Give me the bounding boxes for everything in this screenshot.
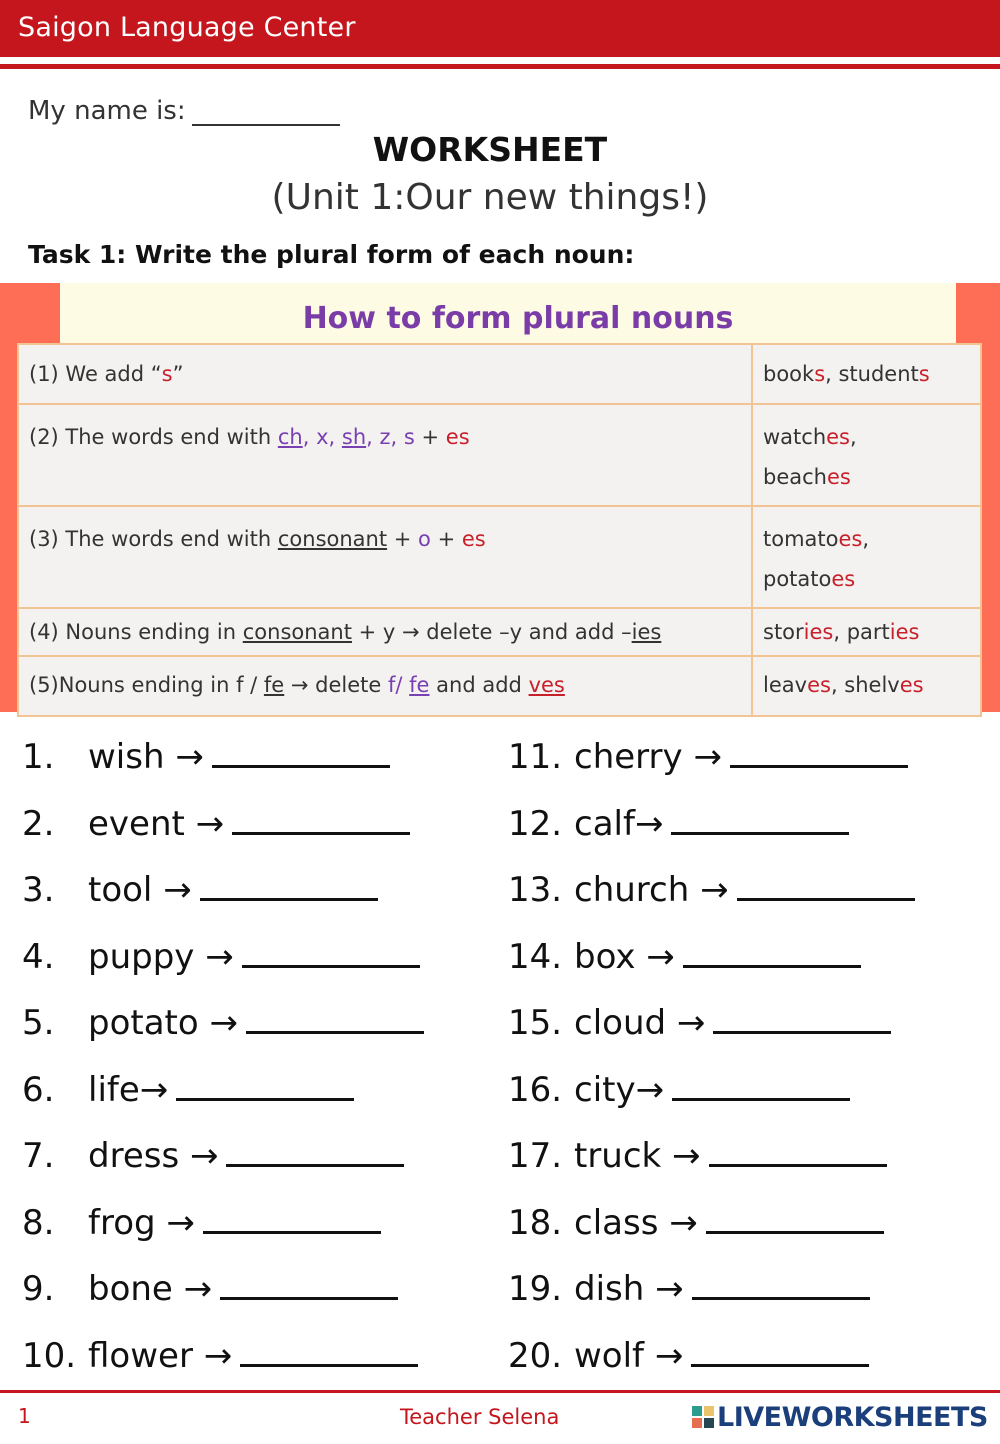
exercise-item bbox=[508, 1334, 869, 1378]
rules-heading: How to form plural nouns bbox=[302, 301, 734, 336]
rule-text: (4) Nouns ending in consonant + y → delete –y and add –ies bbox=[18, 608, 752, 656]
name-field-row bbox=[28, 96, 340, 126]
name-input-line[interactable] bbox=[192, 102, 340, 126]
rule-text: (1) We add “s” bbox=[18, 344, 752, 404]
exercise-item bbox=[22, 1334, 418, 1378]
exercise-item bbox=[508, 1001, 891, 1045]
exercise-item bbox=[22, 1068, 354, 1112]
exercise-number: 12. bbox=[508, 803, 563, 844]
header-bar bbox=[0, 0, 1000, 57]
exercise-word: cherry → bbox=[574, 737, 722, 777]
exercise-number: 20. bbox=[508, 1335, 563, 1376]
exercise-number: 4. bbox=[22, 936, 55, 977]
exercise-item bbox=[22, 1267, 398, 1311]
exercise-number: 16. bbox=[508, 1069, 563, 1110]
exercise-word: potato → bbox=[88, 1003, 238, 1043]
answer-blank[interactable] bbox=[672, 1072, 850, 1101]
rule-example: leaves, shelves bbox=[752, 656, 981, 716]
answer-blank[interactable] bbox=[737, 872, 915, 901]
header-title: Saigon Language Center bbox=[18, 12, 356, 43]
answer-blank[interactable] bbox=[212, 739, 390, 768]
answer-blank[interactable] bbox=[220, 1271, 398, 1300]
brand-text: LIVEWORKSHEETS bbox=[717, 1402, 988, 1433]
exercise-item bbox=[508, 1068, 850, 1112]
worksheet-subtitle: (Unit 1:Our new things!) bbox=[271, 177, 709, 218]
rules-table bbox=[17, 343, 982, 717]
exercise-item bbox=[508, 1267, 870, 1311]
footer-divider bbox=[0, 1390, 1000, 1393]
answer-blank[interactable] bbox=[200, 872, 378, 901]
exercise-number: 3. bbox=[22, 870, 55, 910]
exercise-word: frog → bbox=[88, 1202, 195, 1243]
exercise-word: event → bbox=[88, 803, 225, 844]
exercise-number: 9. bbox=[22, 1269, 55, 1309]
worksheet-title: WORKSHEET bbox=[372, 130, 608, 169]
liveworksheets-logo-icon bbox=[692, 1406, 714, 1428]
teacher-name: Teacher Selena bbox=[400, 1405, 560, 1429]
rule-example: tomatoes, potatoes bbox=[752, 506, 981, 608]
exercise-item bbox=[22, 1001, 424, 1045]
exercise-item bbox=[22, 1134, 404, 1178]
exercise-number: 7. bbox=[22, 1136, 55, 1176]
exercise-word: city→ bbox=[574, 1069, 665, 1110]
exercise-item bbox=[22, 868, 378, 912]
rule-row-1 bbox=[18, 344, 981, 404]
rule-row-2 bbox=[18, 404, 981, 506]
exercise-number: 19. bbox=[508, 1269, 563, 1309]
exercise-word: puppy → bbox=[88, 936, 234, 977]
answer-blank[interactable] bbox=[730, 739, 908, 768]
rule-text: (5)Nouns ending in f / fe → delete f/ fe and add ves bbox=[18, 656, 752, 716]
header-divider bbox=[0, 64, 1000, 69]
exercise-item bbox=[508, 1134, 887, 1178]
name-label: My name is: bbox=[28, 96, 186, 126]
exercise-item bbox=[508, 1201, 884, 1245]
rule-row-5 bbox=[18, 656, 981, 716]
exercise-number: 8. bbox=[22, 1202, 55, 1243]
exercise-number: 15. bbox=[508, 1003, 563, 1043]
answer-blank[interactable] bbox=[226, 1138, 404, 1167]
answer-blank[interactable] bbox=[240, 1338, 418, 1367]
exercise-number: 5. bbox=[22, 1003, 55, 1043]
brand-logo bbox=[692, 1402, 988, 1433]
answer-blank[interactable] bbox=[692, 1271, 870, 1300]
answer-blank[interactable] bbox=[176, 1072, 354, 1101]
answer-blank[interactable] bbox=[709, 1138, 887, 1167]
exercise-word: wish → bbox=[88, 737, 204, 777]
answer-blank[interactable] bbox=[713, 1005, 891, 1034]
answer-blank[interactable] bbox=[683, 939, 861, 968]
exercise-item bbox=[508, 802, 849, 846]
exercise-item bbox=[508, 935, 861, 979]
exercise-number: 14. bbox=[508, 936, 563, 977]
exercise-number: 2. bbox=[22, 803, 55, 844]
answer-blank[interactable] bbox=[246, 1005, 424, 1034]
exercise-word: class → bbox=[574, 1202, 698, 1243]
exercise-word: dish → bbox=[574, 1269, 684, 1309]
task-instruction: Task 1: Write the plural form of each noun: bbox=[28, 240, 635, 269]
exercise-word: wolf → bbox=[574, 1335, 684, 1376]
page-number: 1 bbox=[18, 1404, 31, 1428]
answer-blank[interactable] bbox=[242, 939, 420, 968]
exercise-word: cloud → bbox=[574, 1003, 706, 1043]
exercise-word: tool → bbox=[88, 870, 192, 910]
exercise-word: flower → bbox=[88, 1335, 233, 1376]
answer-blank[interactable] bbox=[203, 1205, 381, 1234]
exercise-word: life→ bbox=[88, 1069, 169, 1110]
exercise-word: truck → bbox=[574, 1136, 701, 1176]
exercise-number: 10. bbox=[22, 1335, 77, 1376]
exercise-word: church → bbox=[574, 870, 729, 910]
exercise-number: 13. bbox=[508, 870, 563, 910]
exercise-word: calf→ bbox=[574, 803, 664, 844]
answer-blank[interactable] bbox=[691, 1338, 869, 1367]
answer-blank[interactable] bbox=[232, 806, 410, 835]
exercise-word: dress → bbox=[88, 1136, 219, 1176]
rule-row-4 bbox=[18, 608, 981, 656]
exercise-item bbox=[508, 868, 915, 912]
exercise-item bbox=[22, 1201, 381, 1245]
rule-example: books, students bbox=[752, 344, 981, 404]
rule-text: (3) The words end with consonant + o + es bbox=[18, 506, 752, 608]
exercise-word: box → bbox=[574, 936, 675, 977]
rule-text: (2) The words end with ch, x, sh, z, s + es bbox=[18, 404, 752, 506]
rule-example: watches, beaches bbox=[752, 404, 981, 506]
rule-example: stories, parties bbox=[752, 608, 981, 656]
rule-row-3 bbox=[18, 506, 981, 608]
exercise-number: 17. bbox=[508, 1136, 563, 1176]
exercise-number: 6. bbox=[22, 1069, 55, 1110]
exercise-item bbox=[22, 735, 390, 779]
exercise-item bbox=[508, 735, 908, 779]
answer-blank[interactable] bbox=[671, 806, 849, 835]
exercise-word: bone → bbox=[88, 1269, 213, 1309]
answer-blank[interactable] bbox=[706, 1205, 884, 1234]
exercise-number: 18. bbox=[508, 1202, 563, 1243]
exercise-number: 11. bbox=[508, 737, 563, 777]
exercise-item bbox=[22, 802, 410, 846]
exercise-number: 1. bbox=[22, 737, 55, 777]
exercise-item bbox=[22, 935, 420, 979]
